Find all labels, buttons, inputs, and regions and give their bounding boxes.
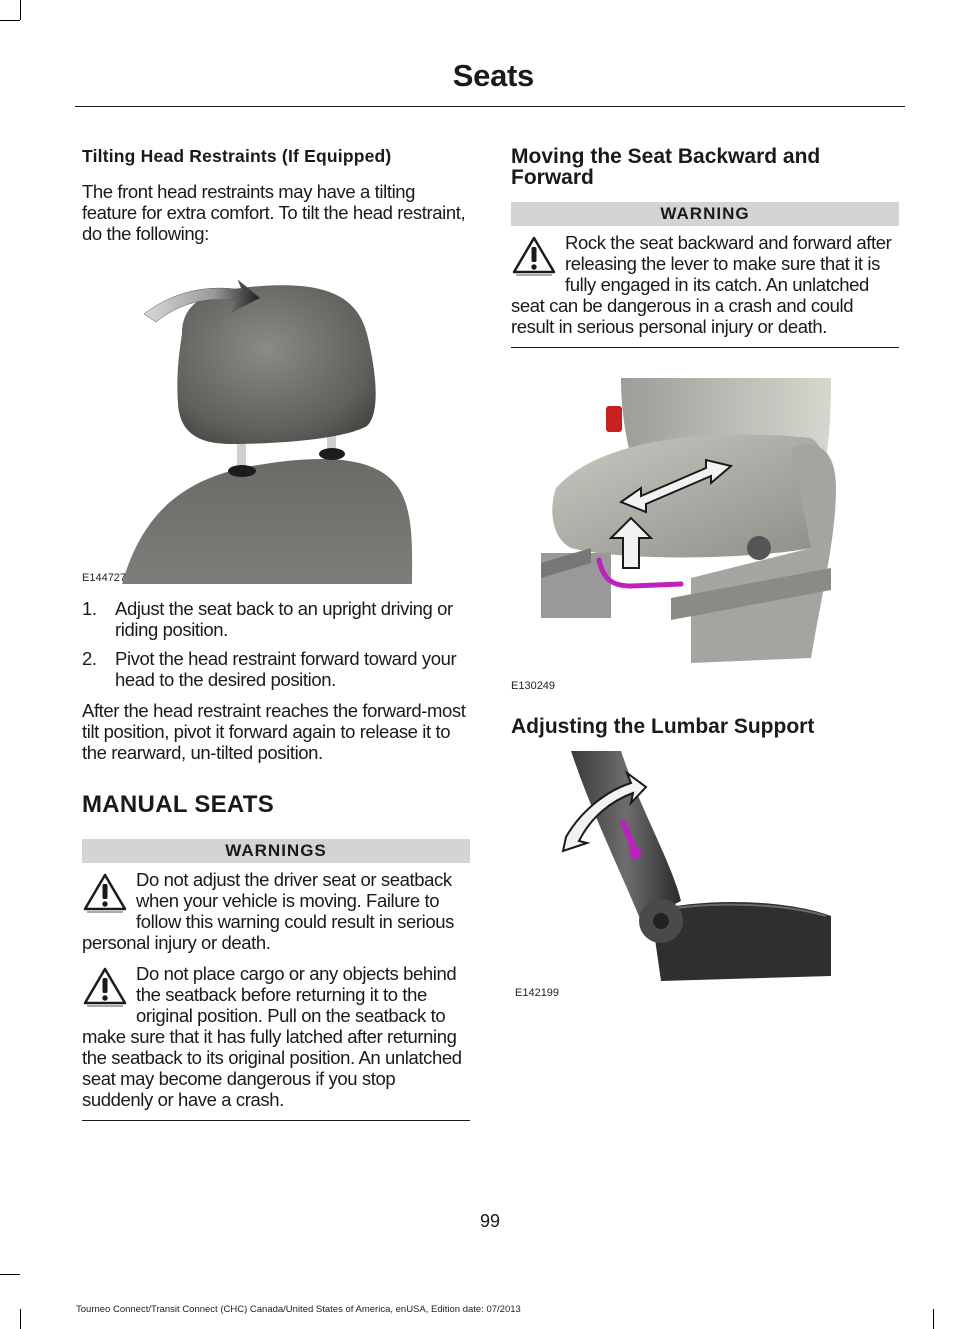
seat-slide-figure — [511, 378, 899, 728]
warning-triangle-icon — [511, 234, 557, 280]
list-item: 2. Pivot the head restraint forward toward your head to the desired position. — [82, 648, 457, 690]
left-column — [82, 146, 470, 1121]
title-divider — [75, 106, 905, 107]
warning-item — [82, 869, 470, 953]
lumbar-illustration — [511, 751, 899, 987]
warning-bar: WARNING — [511, 202, 899, 226]
figure-code: E130249 — [511, 680, 556, 692]
tilt-steps — [82, 598, 470, 690]
warning-text: Do not place cargo or any objects behind the seatback before returning it to the original position. Pull on the seatback to make sure that it has fully latched after returning the seatback to its original position. An unlatched seat may become dangerous if you stop suddenly or have a crash. — [82, 963, 462, 1110]
warning-text: Do not adjust the driver seat or seatback when your vehicle is moving. Failure to follow this warning could result in serious personal injury or death. — [82, 869, 455, 953]
tilting-heading: Tilting Head Restraints (If Equipped) — [82, 146, 392, 166]
seat-slide-illustration — [511, 378, 899, 678]
page-title: Seats — [452, 58, 534, 93]
moving-seat-heading: Moving the Seat Backward and Forward — [511, 145, 821, 189]
crop-mark — [20, 0, 21, 20]
head-restraint-illustration — [82, 254, 470, 584]
warning-divider — [82, 1120, 470, 1121]
warning-triangle-icon — [82, 871, 128, 917]
footer: Tourneo Connect/Transit Connect (CHC) Canada/United States of America, enUSA, Edition date: 07/2013 — [76, 1304, 521, 1315]
lumbar-heading: Adjusting the Lumbar Support — [511, 715, 815, 738]
tilting-after: After the head restraint reaches the forward-most tilt position, pivot it forward again to release it to the rearward, un-tilted position. — [82, 700, 466, 763]
manual-seats-heading: MANUAL SEATS — [82, 791, 275, 818]
crop-mark — [0, 20, 20, 21]
lumbar-figure — [511, 751, 899, 1001]
warning-divider — [511, 347, 899, 348]
warning-triangle-icon — [82, 965, 128, 1011]
list-item: 1. Adjust the seat back to an upright driving or riding position. — [82, 598, 453, 640]
figure-code: E142199 — [515, 987, 560, 999]
head-restraint-figure — [82, 254, 470, 598]
figure-code: E144727 — [82, 572, 127, 584]
warning-item — [511, 232, 899, 337]
crop-mark — [933, 1309, 934, 1329]
warning-text: Rock the seat backward and forward after releasing the lever to make sure that it is fully engaged in its catch. An unlatched seat can be dangerous in a crash and could result in serious personal injury or death. — [511, 232, 892, 337]
page-number: 99 — [479, 1211, 501, 1231]
crop-mark — [20, 1309, 21, 1329]
warnings-bar: WARNINGS — [82, 839, 470, 863]
crop-mark — [0, 1274, 20, 1275]
warning-item — [82, 963, 470, 1110]
right-column — [511, 146, 899, 1001]
tilting-intro: The front head restraints may have a tilting feature for extra comfort. To tilt the head restraint, do the following: — [82, 181, 466, 244]
